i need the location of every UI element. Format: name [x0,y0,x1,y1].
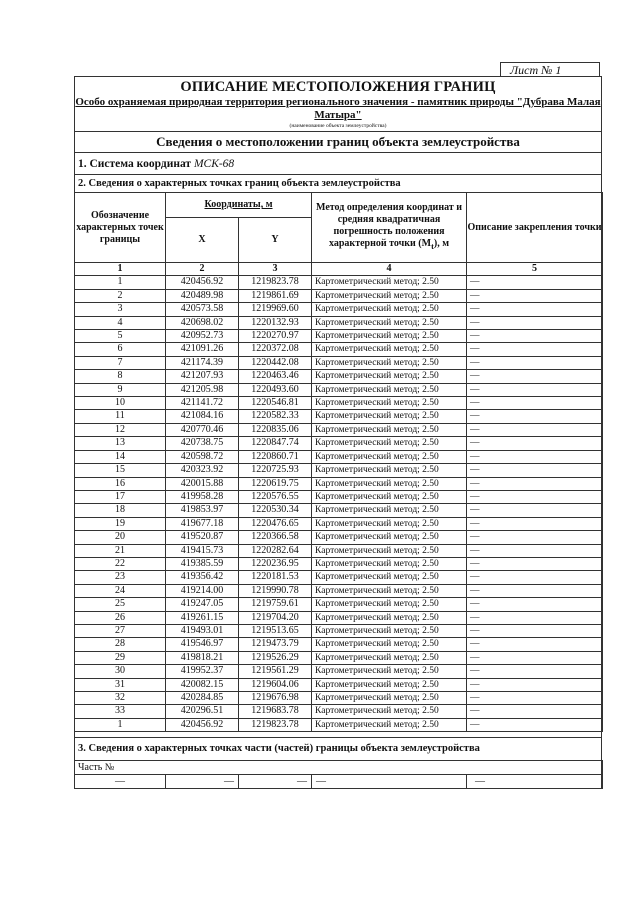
coord-x: 421091.26 [166,343,239,356]
fixing: — [467,504,603,517]
fixing: — [467,517,603,530]
fixing: — [467,611,603,624]
method: Картометрический метод; 2.50 [312,692,467,705]
coord-y: 1220270.97 [239,330,312,343]
coord-y: 1219990.78 [239,584,312,597]
coord-x: 420598.72 [166,450,239,463]
point-number: 11 [75,410,166,423]
fixing: — [467,598,603,611]
point-number: 1 [75,718,166,731]
table-row [75,705,603,718]
coord-y: 1220582.33 [239,410,312,423]
coord-x: 419385.59 [166,557,239,570]
fixing: — [467,638,603,651]
table-row [75,571,603,584]
table-row [75,370,603,383]
point-number: 20 [75,531,166,544]
coord-y: 1220619.75 [239,477,312,490]
table-row [75,517,603,530]
coord-x: 421207.93 [166,370,239,383]
coord-y: 1219704.20 [239,611,312,624]
table-row [75,330,603,343]
fixing: — [467,276,603,289]
header-method-text: Метод определения координат и средняя квадратичная погрешность положения характерной точки (M [316,202,462,249]
coord-y: 1220132.93 [239,316,312,329]
fixing: — [467,557,603,570]
point-number: 10 [75,397,166,410]
coord-y: 1219861.69 [239,289,312,302]
method: Картометрический метод; 2.50 [312,330,467,343]
coord-y: 1220366.58 [239,531,312,544]
point-number: 9 [75,383,166,396]
fixing: — [467,423,603,436]
method: Картометрический метод; 2.50 [312,370,467,383]
coord-y: 1220372.08 [239,343,312,356]
part-dash: — [312,775,467,789]
header-coords: Координаты, м [166,193,312,218]
coord-x: 419958.28 [166,490,239,503]
coord-y: 1220181.53 [239,571,312,584]
method: Картометрический метод; 2.50 [312,584,467,597]
fixing: — [467,490,603,503]
table-row [75,531,603,544]
table-row [75,611,603,624]
coord-x: 419356.42 [166,571,239,584]
fixing: — [467,678,603,691]
method: Картометрический метод; 2.50 [312,464,467,477]
part-dash: — [75,775,166,789]
point-number: 28 [75,638,166,651]
section-title: Сведения о местоположении границ объекта землеустройства [74,131,602,153]
table-row [75,665,603,678]
point-number: 29 [75,651,166,664]
part-number-label: Часть № [75,761,603,775]
fixing: — [467,343,603,356]
method: Картометрический метод; 2.50 [312,705,467,718]
point-number: 30 [75,665,166,678]
header-method-tail: ), м [433,238,450,249]
point-number: 27 [75,624,166,637]
column-number: 2 [166,263,239,276]
method: Картометрический метод; 2.50 [312,638,467,651]
header-method-sub: t [431,242,434,251]
coord-x: 421084.16 [166,410,239,423]
coord-x: 421174.39 [166,356,239,369]
coord-system-label: 1. Система координат [78,158,192,170]
point-number: 24 [75,584,166,597]
coord-y: 1220847.74 [239,437,312,450]
point-number: 18 [75,504,166,517]
coord-y: 1220530.34 [239,504,312,517]
point-number: 2 [75,289,166,302]
coord-system-value: МСК-68 [193,158,235,170]
method: Картометрический метод; 2.50 [312,678,467,691]
coord-x: 419853.97 [166,504,239,517]
method: Картометрический метод; 2.50 [312,571,467,584]
coord-x: 419415.73 [166,544,239,557]
coord-x: 420573.58 [166,303,239,316]
point-number: 5 [75,330,166,343]
table-row [75,356,603,369]
table-row [75,718,603,731]
method: Картометрический метод; 2.50 [312,450,467,463]
coord-y: 1220236.95 [239,557,312,570]
point-number: 33 [75,705,166,718]
fixing: — [467,289,603,302]
method: Картометрический метод; 2.50 [312,316,467,329]
coord-x: 420456.92 [166,276,239,289]
table-row [75,624,603,637]
coord-x: 420456.92 [166,718,239,731]
coord-y: 1220860.71 [239,450,312,463]
coord-y: 1220576.55 [239,490,312,503]
point-number: 16 [75,477,166,490]
document-title: ОПИСАНИЕ МЕСТОПОЛОЖЕНИЯ ГРАНИЦ [180,79,496,95]
object-name [74,96,602,122]
coord-y: 1219823.78 [239,276,312,289]
fixing: — [467,584,603,597]
coord-y: 1219676.98 [239,692,312,705]
point-number: 23 [75,571,166,584]
object-name-text: Особо охраняемая природная территория регионального значения - памятник природы "Дубрава Малая Матыра" [75,96,601,121]
point-number: 12 [75,423,166,436]
table-row [75,544,603,557]
column-number: 3 [239,263,312,276]
coord-x: 420015.88 [166,477,239,490]
fixing: — [467,464,603,477]
table-row [75,397,603,410]
header-fixing: Описание закрепления точки [467,193,603,263]
method: Картометрический метод; 2.50 [312,383,467,396]
points-section-title: 2. Сведения о характерных точках границ объекта землеустройства [78,178,401,189]
fixing: — [467,665,603,678]
coord-y: 1219513.65 [239,624,312,637]
table-row [75,477,603,490]
table-row [75,450,603,463]
coord-y: 1220835.06 [239,423,312,436]
point-number: 22 [75,557,166,570]
method: Картометрический метод; 2.50 [312,544,467,557]
coord-y: 1219526.29 [239,651,312,664]
point-number: 14 [75,450,166,463]
method: Картометрический метод; 2.50 [312,437,467,450]
method: Картометрический метод; 2.50 [312,611,467,624]
method: Картометрический метод; 2.50 [312,343,467,356]
fixing: — [467,692,603,705]
table-row [75,423,603,436]
point-number: 21 [75,544,166,557]
part-dash: — [166,775,239,789]
fixing: — [467,477,603,490]
method: Картометрический метод; 2.50 [312,289,467,302]
coord-x: 419247.05 [166,598,239,611]
table-row [75,437,603,450]
method: Картометрический метод; 2.50 [312,598,467,611]
header-designation: Обозначение характерных точек границы [75,193,166,263]
sheet-number: Лист № 1 [500,62,600,77]
table-row [75,410,603,423]
coord-y: 1219969.60 [239,303,312,316]
method: Картометрический метод; 2.50 [312,423,467,436]
point-number: 15 [75,464,166,477]
coord-x: 419546.97 [166,638,239,651]
header-x: X [166,218,239,263]
method: Картометрический метод; 2.50 [312,410,467,423]
coord-x: 419818.21 [166,651,239,664]
point-number: 7 [75,356,166,369]
fixing: — [467,718,603,731]
table-row [75,678,603,691]
fixing: — [467,571,603,584]
fixing: — [467,544,603,557]
table-row [75,383,603,396]
table-row [75,584,603,597]
table-row [75,303,603,316]
coord-y: 1220725.93 [239,464,312,477]
coord-system [78,158,234,170]
method: Картометрический метод; 2.50 [312,490,467,503]
fixing: — [467,383,603,396]
point-number: 19 [75,517,166,530]
coord-x: 419952.37 [166,665,239,678]
fixing: — [467,397,603,410]
method: Картометрический метод; 2.50 [312,651,467,664]
point-number: 17 [75,490,166,503]
header-method [312,193,467,263]
fixing: — [467,450,603,463]
method: Картометрический метод; 2.50 [312,531,467,544]
point-number: 3 [75,303,166,316]
object-name-caption: (наименование объекта землеустройства) [289,123,387,129]
coord-x: 419493.01 [166,624,239,637]
parts-table [74,760,603,789]
table-row [75,651,603,664]
fixing: — [467,370,603,383]
point-number: 25 [75,598,166,611]
coord-y: 1220463.46 [239,370,312,383]
coord-x: 420770.46 [166,423,239,436]
method: Картометрический метод; 2.50 [312,624,467,637]
coord-x: 420323.92 [166,464,239,477]
point-number: 8 [75,370,166,383]
table-row [75,692,603,705]
table-row [75,289,603,302]
part-dash: — [239,775,312,789]
fixing: — [467,316,603,329]
coord-y: 1219823.78 [239,718,312,731]
point-number: 1 [75,276,166,289]
table-row [75,464,603,477]
method: Картометрический метод; 2.50 [312,356,467,369]
fixing: — [467,624,603,637]
table-row [75,316,603,329]
point-number: 31 [75,678,166,691]
coord-x: 420952.73 [166,330,239,343]
fixing: — [467,303,603,316]
method: Картометрический метод; 2.50 [312,276,467,289]
coord-x: 419214.00 [166,584,239,597]
method: Картометрический метод; 2.50 [312,665,467,678]
point-number: 32 [75,692,166,705]
point-number: 26 [75,611,166,624]
coord-x: 420296.51 [166,705,239,718]
table-row [75,276,603,289]
table-row [75,557,603,570]
method: Картометрический метод; 2.50 [312,504,467,517]
column-number: 5 [467,263,603,276]
coord-y: 1219561.29 [239,665,312,678]
divider [74,174,602,175]
fixing: — [467,410,603,423]
divider [74,737,602,738]
column-numbers-row [75,263,603,276]
coord-x: 420698.02 [166,316,239,329]
points-table [74,192,603,732]
coord-y: 1220476.65 [239,517,312,530]
fixing: — [467,330,603,343]
coord-x: 420284.85 [166,692,239,705]
coord-x: 419677.18 [166,517,239,530]
coord-y: 1220282.64 [239,544,312,557]
part-dash: — [467,775,603,789]
table-row [75,343,603,356]
method: Картометрический метод; 2.50 [312,517,467,530]
column-number: 1 [75,263,166,276]
parts-section-title: 3. Сведения о характерных точках части (частей) границы объекта землеустройства [78,743,480,754]
coord-y: 1219473.79 [239,638,312,651]
table-row [75,504,603,517]
header-y: Y [239,218,312,263]
coord-x: 421141.72 [166,397,239,410]
coord-y: 1219683.78 [239,705,312,718]
fixing: — [467,531,603,544]
coord-y: 1219759.61 [239,598,312,611]
coord-y: 1220442.08 [239,356,312,369]
point-number: 4 [75,316,166,329]
coord-x: 421205.98 [166,383,239,396]
coord-x: 419520.87 [166,531,239,544]
method: Картометрический метод; 2.50 [312,303,467,316]
table-row [75,490,603,503]
table-row [75,598,603,611]
coord-y: 1219604.06 [239,678,312,691]
coord-x: 420738.75 [166,437,239,450]
coord-x: 420489.98 [166,289,239,302]
coord-y: 1220493.60 [239,383,312,396]
fixing: — [467,356,603,369]
fixing: — [467,651,603,664]
coord-y: 1220546.81 [239,397,312,410]
method: Картометрический метод; 2.50 [312,397,467,410]
coord-x: 419261.15 [166,611,239,624]
point-number: 6 [75,343,166,356]
fixing: — [467,705,603,718]
point-number: 13 [75,437,166,450]
method: Картометрический метод; 2.50 [312,557,467,570]
method: Картометрический метод; 2.50 [312,477,467,490]
fixing: — [467,437,603,450]
column-number: 4 [312,263,467,276]
coord-x: 420082.15 [166,678,239,691]
method: Картометрический метод; 2.50 [312,718,467,731]
table-row [75,638,603,651]
